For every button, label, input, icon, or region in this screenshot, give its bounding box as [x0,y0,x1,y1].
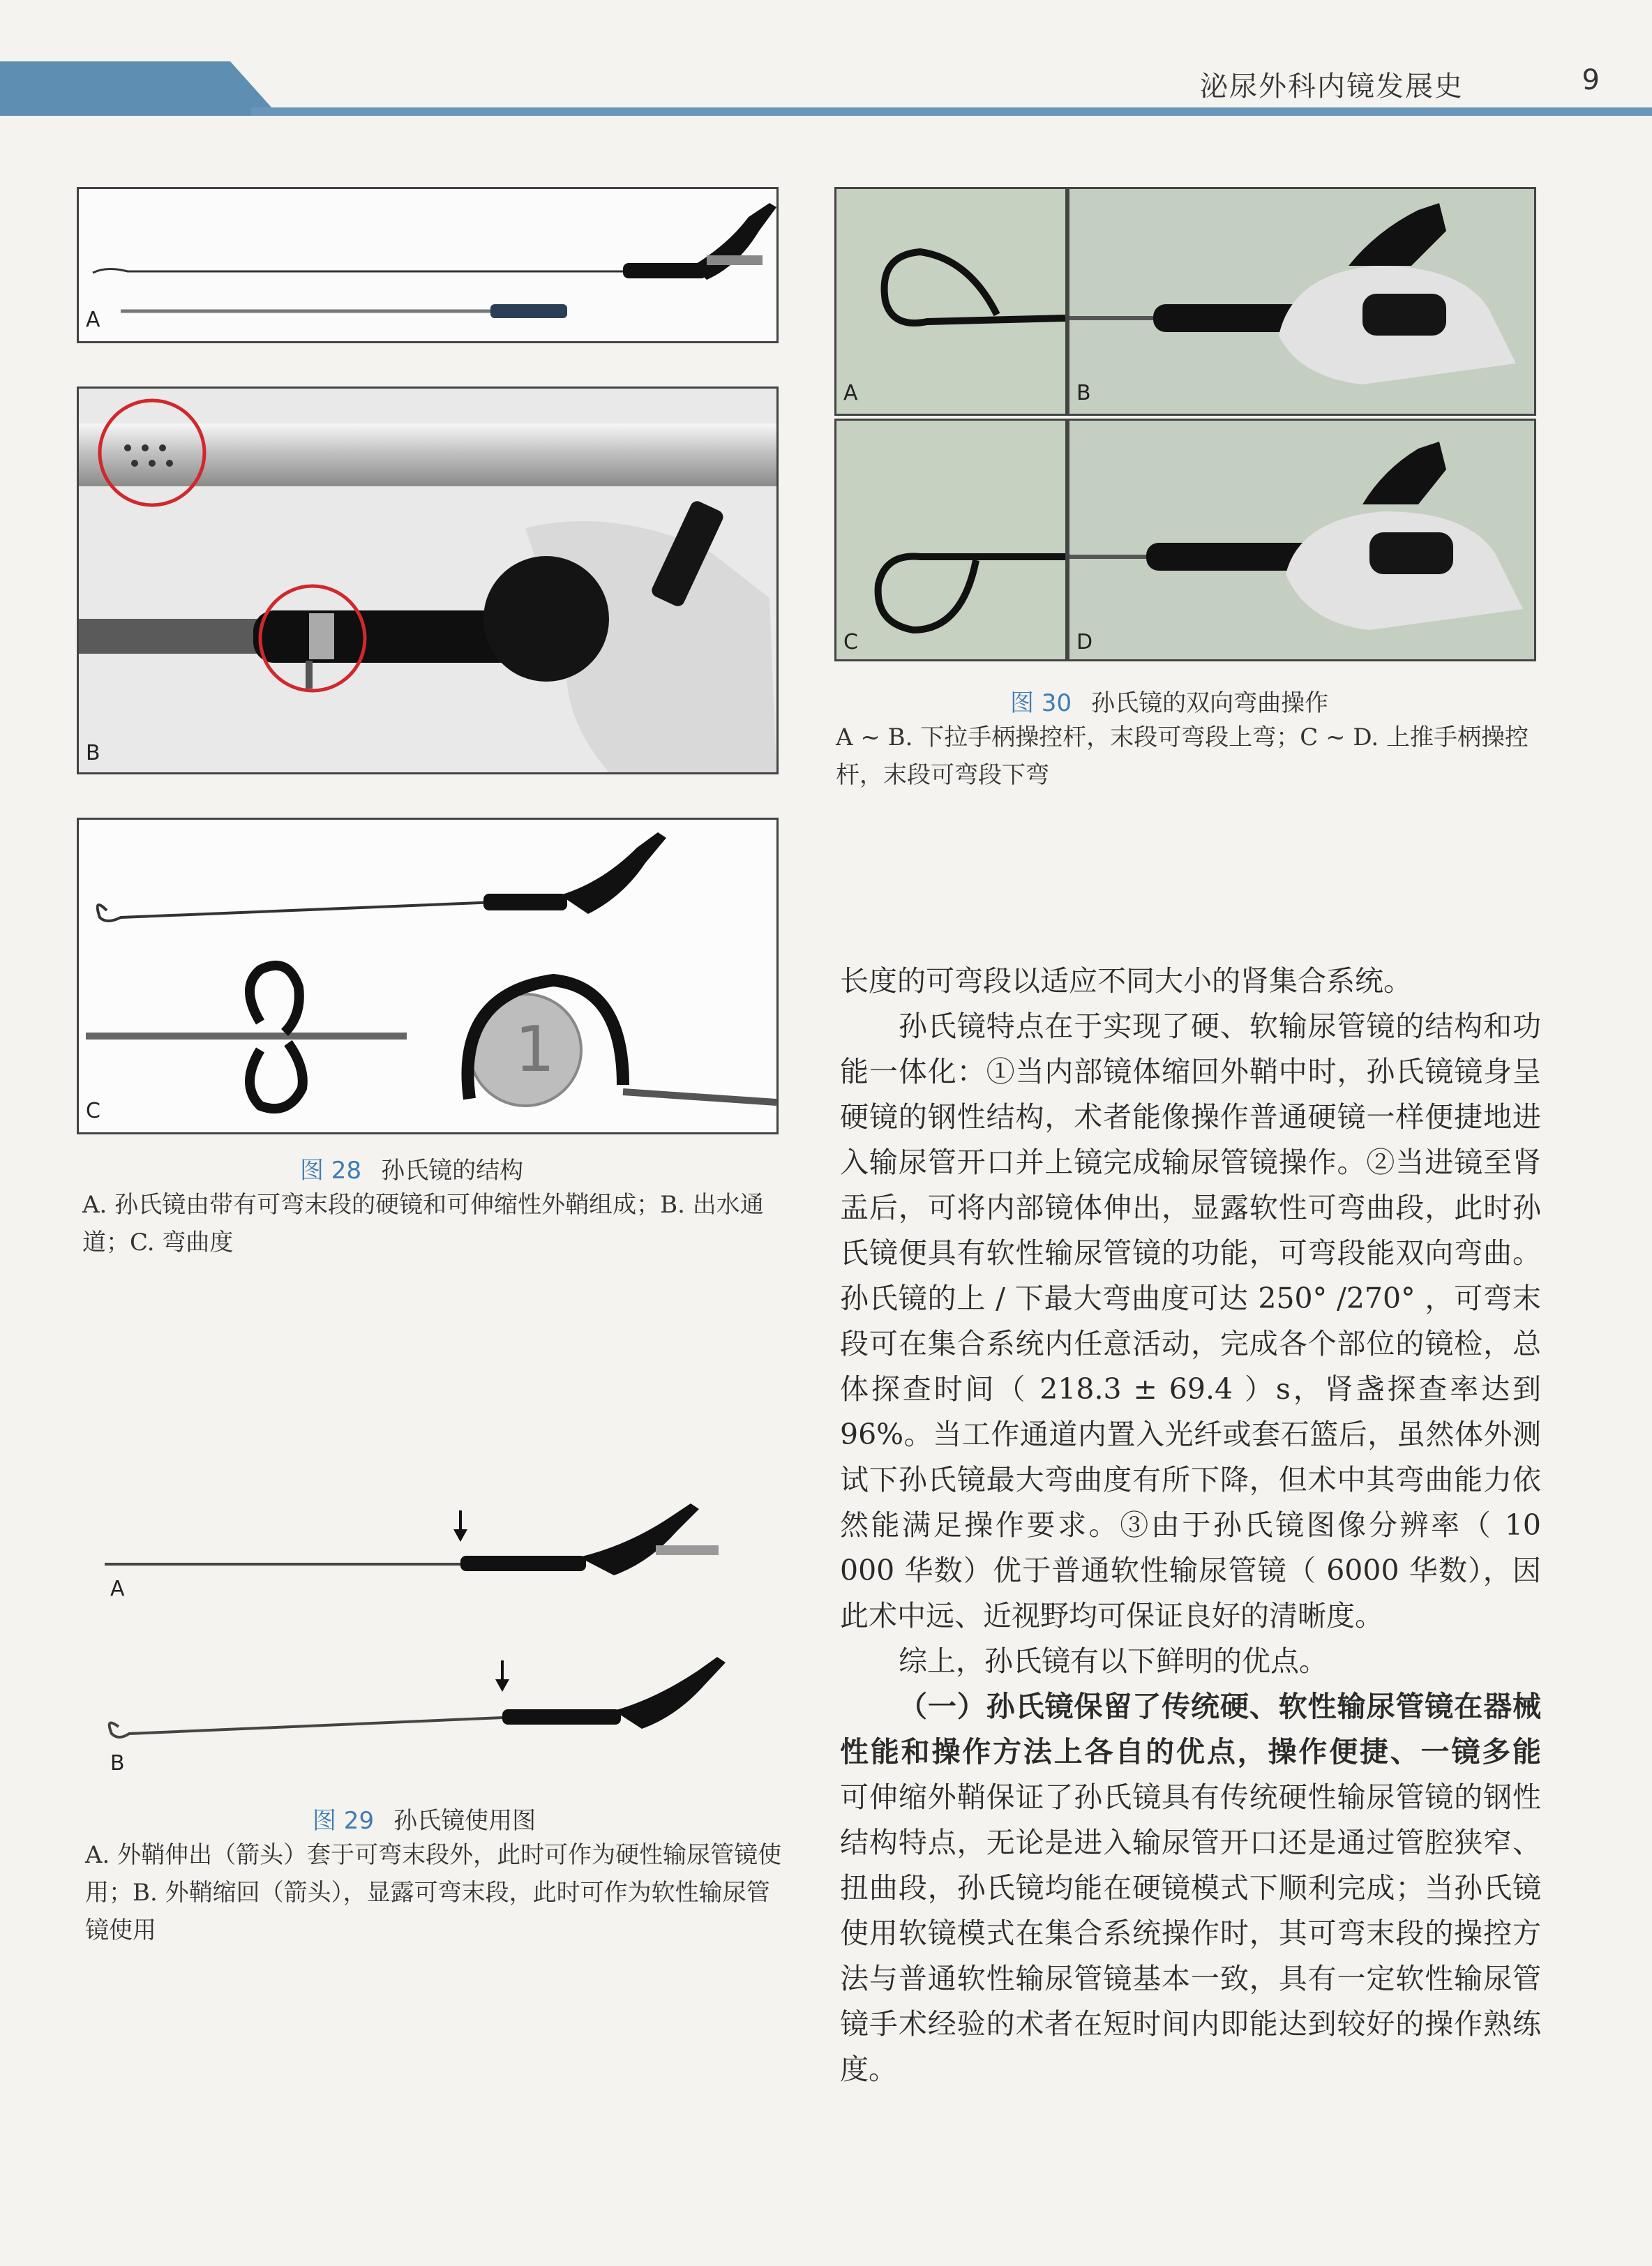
fig30-panel-d [1067,419,1536,661]
fig28-caption: A. 孙氏镜由带有可弯末段的硬镜和可伸缩性外鞘组成；B. 出水通道；C. 弯曲度 [82,1191,764,1256]
body-text [840,959,1541,2092]
fig30-panel-c [834,419,1067,661]
fig28-panel-b [77,387,779,774]
panel-label: C [843,630,858,654]
fig30-panel-a [834,187,1067,416]
figure-title: 孙氏镜的双向弯曲操作 [1091,689,1329,717]
figure-number: 图 28 [300,1157,362,1185]
bending-angle-image [79,820,776,1132]
panel-label: B [110,1751,125,1776]
figure-title: 孙氏镜的结构 [381,1157,524,1185]
paragraph [840,1684,1541,2092]
panel-label: B [86,741,100,765]
ureteroscope-image [79,189,776,341]
fig29-caption: A. 外鞘伸出（箭头）套于可弯末段外，此时可作为硬性输尿管镜使用；B. 外鞘缩回（箭头），显露可弯末段，此时可作为软性输尿管镜使用 [85,1841,782,1944]
page-number: 9 [1582,64,1600,96]
fig28-caption-title [300,1151,523,1185]
paragraph-text: 可伸缩外鞘保证了孙氏镜具有传统硬性输尿管镜的钢性结构特点，无论是进入输尿管开口还是通过管腔狭窄、扭曲段，孙氏镜均能在硬镜模式下顺利完成；当孙氏镜使用软镜模式在集合系统操作时，其可弯末段的操控方法与普通软性输尿管镜基本一致，具有一定软性输尿管镜手术经验的术者在短时间内即能达到较好的操作熟练度。 [840,1780,1541,2086]
fig30-panel-b [1067,187,1536,416]
header-rule [251,107,1652,116]
header-accent [0,61,279,116]
panel-label: A [110,1577,125,1601]
water-channel-image [79,389,776,772]
handle-pull-image [1069,189,1534,414]
figure-number: 图 30 [1010,689,1072,717]
running-title: 泌尿外科内镜发展史 [1200,70,1464,103]
fig28-panel-c [77,818,779,1134]
bend-down-loop-image [836,421,1065,659]
panel-label: B [1076,381,1091,405]
figure-title: 孙氏镜使用图 [393,1807,536,1835]
fig29-panels [98,1486,767,1779]
handle-push-image [1069,421,1534,659]
usage-diagram [98,1486,767,1779]
bend-up-loop-image [836,189,1065,414]
svg-text:1: 1 [515,1013,555,1086]
fig30-caption-title [1010,684,1328,718]
paragraph: 长度的可弯段以适应不同大小的肾集合系统。 [840,964,1412,998]
panel-label: D [1076,630,1093,654]
paragraph: 孙氏镜特点在于实现了硬、软输尿管镜的结构和功能一体化：①当内部镜体缩回外鞘中时，孙氏镜镜身呈硬镜的钢性结构，术者能像操作普通硬镜一样便捷地进入输尿管开口并上镜完成输尿管镜操作。②当进镜至肾盂后，可将内部镜体伸出，显露软性可弯曲段，此时孙氏镜便具有软性输尿管镜的功能，可弯段能双向弯曲。孙氏镜的上 / 下最大弯曲度可达 250° /270° ，可弯末段可在集合系统内任意活动，完成各个部位的镜检，总体探查时间（ 218.3 ± 69.4 ）s，肾盏探查率达到 96%。当工作通道内置入光纤或套石篮后，虽然体外测试下孙氏镜最大弯曲度有所下降，但术中其弯曲能力依然能满足操作要求。③由于孙氏镜图像分辨率（ 10 000 华数）优于普通软性输尿管镜（ 6000 华数），因此术中远、近视野均可保证良好的清晰度。 [840,1010,1541,1633]
panel-label: C [86,1099,100,1123]
figure-number: 图 29 [313,1807,375,1835]
section-heading: （一）孙氏镜保留了传统硬、软性输尿管镜在器械性能和操作方法上各自的优点，操作便捷、一镜多能 [840,1690,1541,1769]
paragraph: 综上，孙氏镜有以下鲜明的优点。 [899,1644,1328,1678]
fig30-caption: A ~ B. 下拉手柄操控杆，末段可弯段上弯；C ~ D. 上推手柄操控杆，末段可弯段下弯 [836,723,1529,789]
panel-label: A [86,308,100,332]
fig28-panel-a [77,187,779,343]
fig29-caption-title [313,1801,536,1836]
panel-label: A [843,381,858,405]
